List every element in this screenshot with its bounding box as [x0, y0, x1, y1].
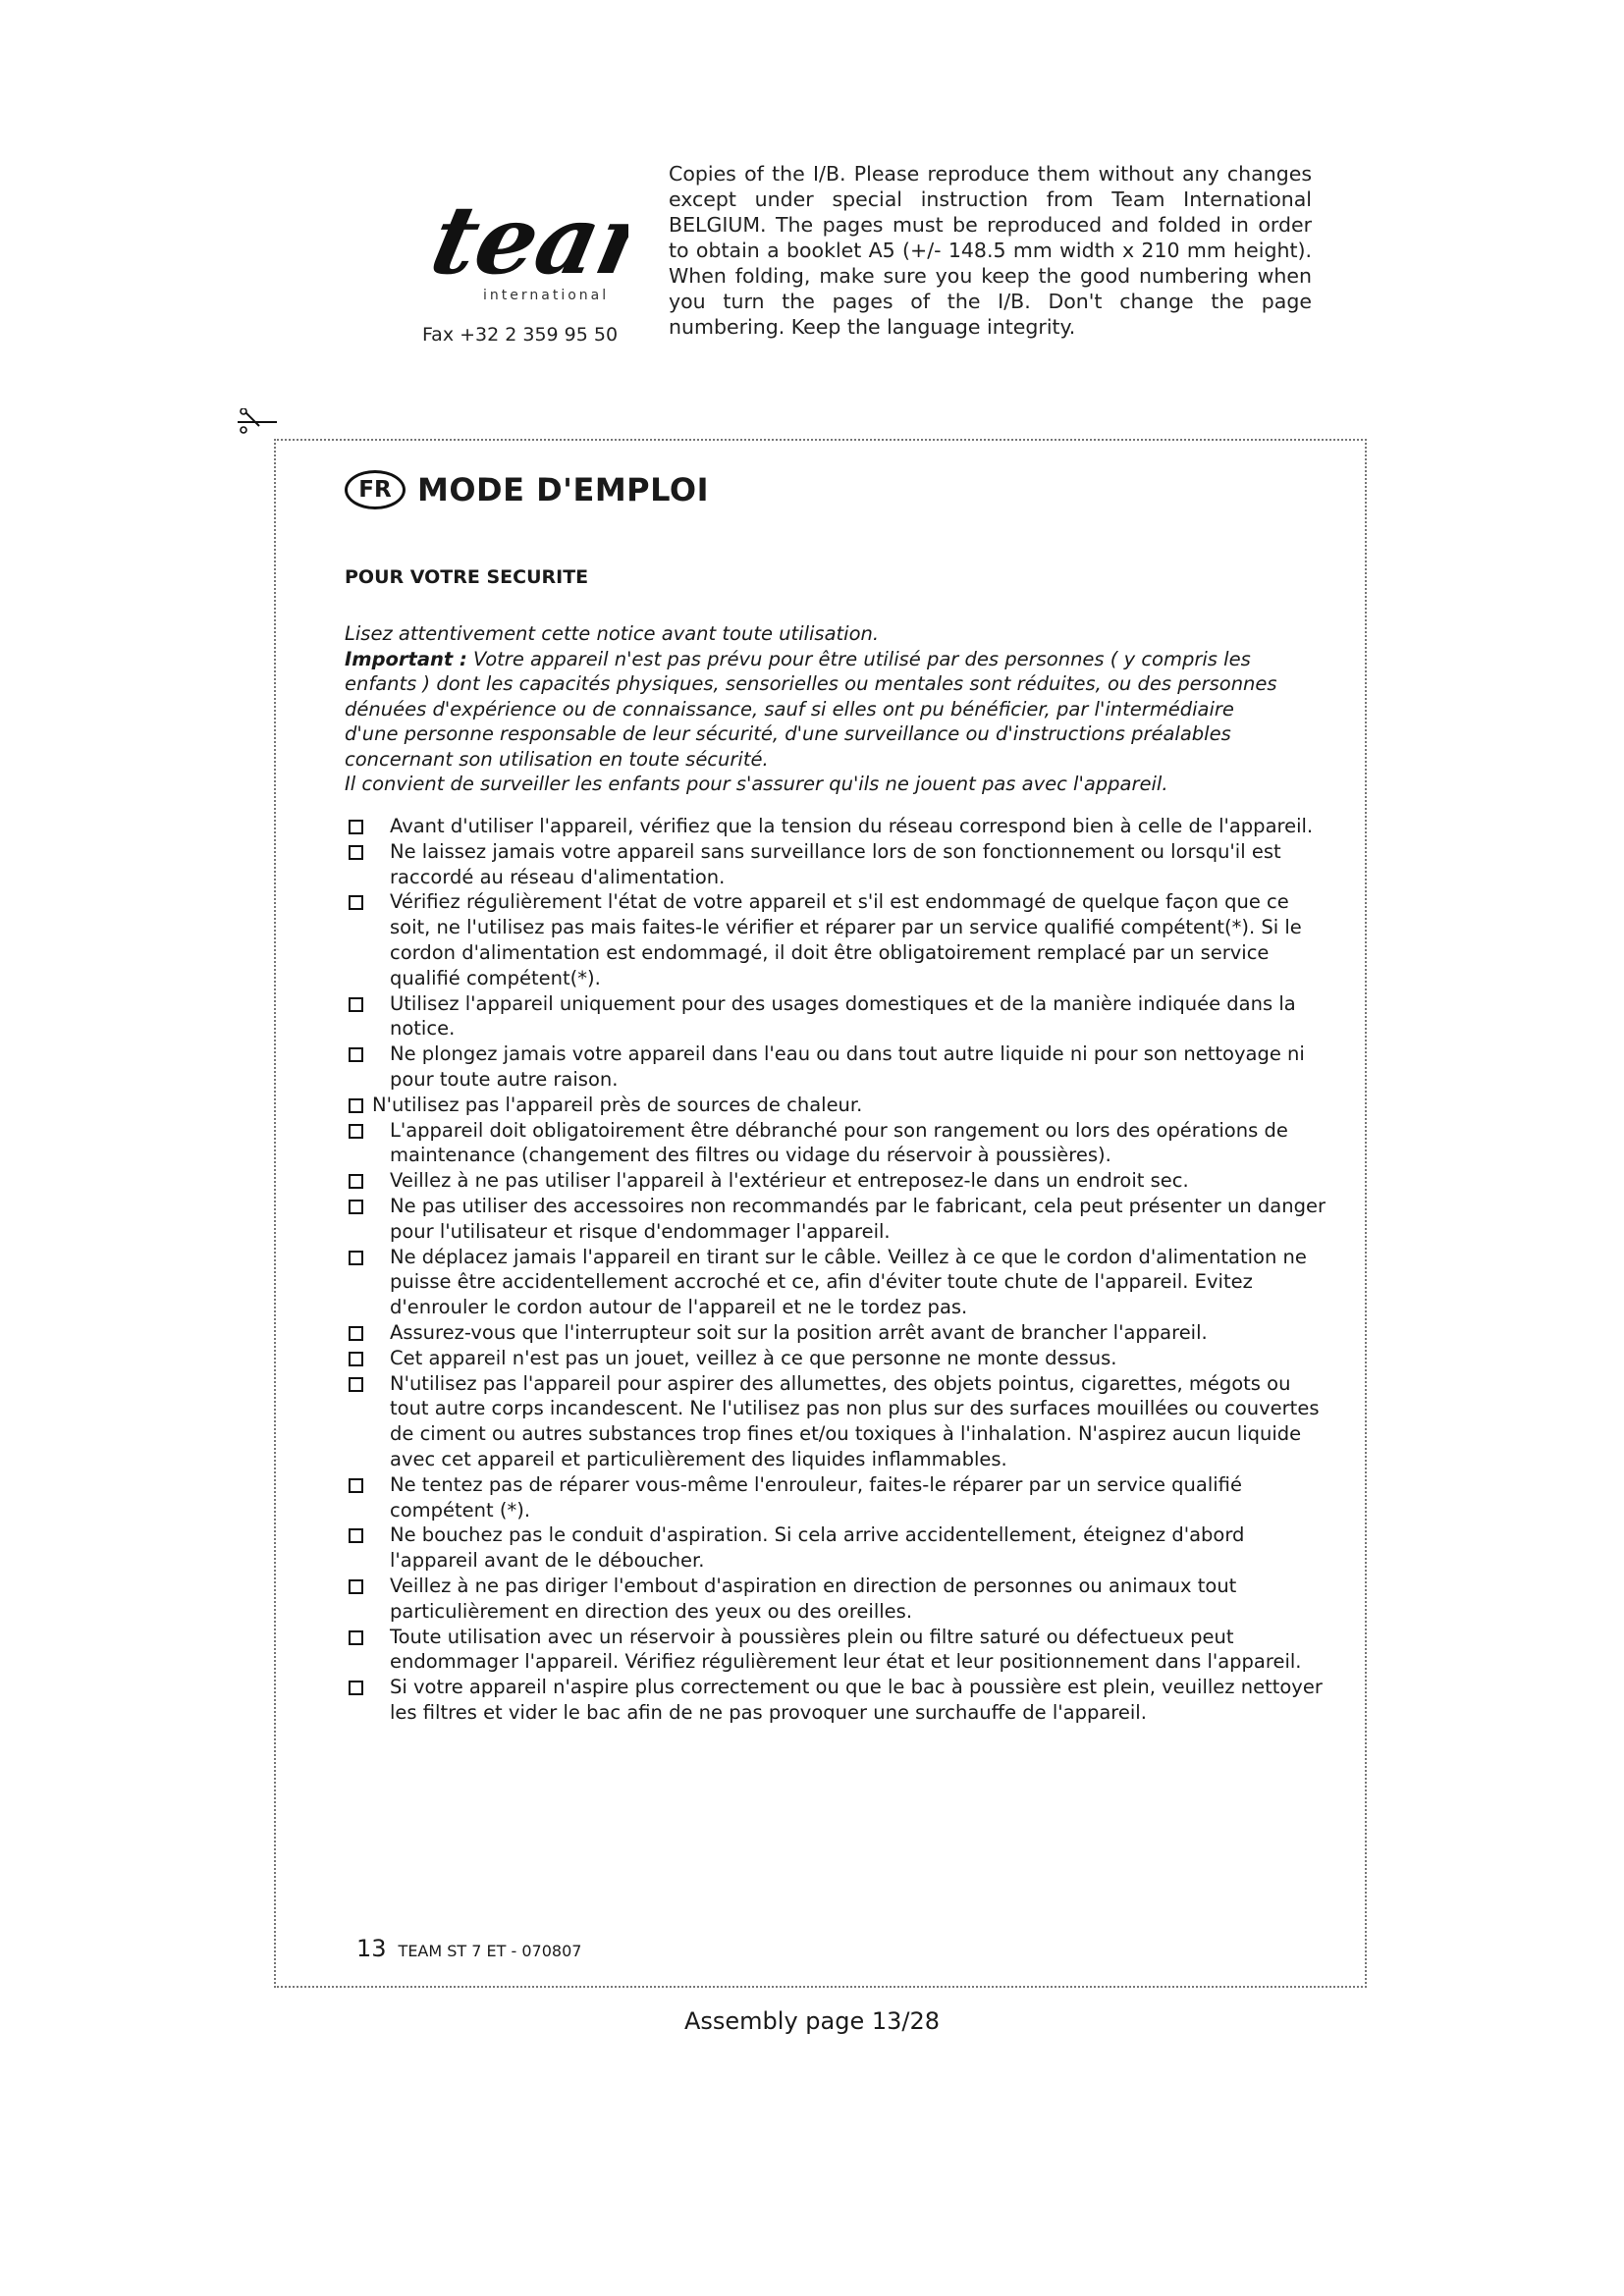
list-item	[345, 1371, 1326, 1472]
list-item	[345, 1194, 1326, 1245]
checkbox-icon	[349, 1681, 363, 1695]
list-item-text: Toute utilisation avec un réservoir à poussières plein ou filtre saturé ou défectueux peut endommager l'appareil. Vérifiez régulièrement leur état et leur positionnement dans l'appareil.	[390, 1625, 1302, 1674]
important-label: Important :	[345, 647, 467, 670]
checkbox-icon	[349, 1528, 363, 1543]
list-item	[345, 1522, 1326, 1574]
list-item	[345, 1118, 1326, 1169]
list-item-text: Veillez à ne pas utiliser l'appareil à l'extérieur et entreposez-le dans un endroit sec.	[390, 1169, 1189, 1193]
list-item	[345, 1041, 1326, 1093]
list-item	[345, 1675, 1326, 1726]
safety-list	[345, 814, 1326, 1726]
checkbox-icon	[349, 1326, 363, 1341]
checkbox-icon	[349, 845, 363, 860]
assembly-page-label: Assembly page 13/28	[683, 2007, 941, 2035]
manual-title: MODE D'EMPLOI	[417, 471, 709, 508]
list-item-text: Cet appareil n'est pas un jouet, veillez à ce que personne ne monte dessus.	[390, 1346, 1117, 1369]
checkbox-icon	[349, 1579, 363, 1594]
list-item-text: Ne laissez jamais votre appareil sans surveillance lors de son fonctionnement ou lorsqu'il est raccordé au réseau d'alimentation.	[390, 839, 1281, 888]
list-item-text: Ne déplacez jamais l'appareil en tirant sur le câble. Veillez à ce que le cordon d'alimentation ne puisse être accidentellement accroché et ce, afin d'éviter toute chute de l'appareil. Evitez d'enrouler le cordon autour de l'appareil et ne le tordez pas.	[390, 1245, 1307, 1319]
list-item	[345, 1574, 1326, 1625]
checkbox-icon	[349, 1251, 363, 1265]
checkbox-icon	[349, 1377, 363, 1392]
list-item-text: Avant d'utiliser l'appareil, vérifiez que la tension du réseau correspond bien à celle de l'appareil.	[390, 815, 1314, 837]
list-item-text: Ne bouchez pas le conduit d'aspiration. Si cela arrive accidentellement, éteignez d'abord l'appareil avant de le déboucher.	[390, 1523, 1245, 1573]
list-item-text: Ne pas utiliser des accessoires non recommandés par le fabricant, cela peut présenter un danger pour l'utilisateur et risque d'endommager l'appareil.	[390, 1194, 1326, 1243]
checkbox-icon	[349, 997, 363, 1012]
model-code: TEAM ST 7 ET - 070807	[398, 1942, 582, 1960]
checkbox-icon	[349, 1478, 363, 1493]
section-title: POUR VOTRE SECURITE	[345, 566, 589, 588]
booklet-footer	[356, 1935, 581, 1962]
list-item	[345, 1168, 1326, 1194]
list-item	[345, 1625, 1326, 1676]
list-item	[345, 814, 1326, 839]
reproduction-instructions: Copies of the I/B. Please reproduce them without any changes except under special instruction from Team International BELGIUM. The pages must be reproduced and folded in order to obtain a booklet A5 (+/- 148.5 mm width x 210 mm height). When folding, make sure you keep the good numbering when you turn the pages of the I/B. Don't change the page numbering. Keep the language integrity.	[669, 162, 1312, 339]
important-paragraph	[345, 647, 1277, 773]
page-number: 13	[356, 1935, 387, 1962]
list-item	[345, 991, 1326, 1042]
list-item	[345, 1245, 1326, 1320]
checkbox-icon	[349, 1174, 363, 1189]
list-item	[345, 1093, 1326, 1118]
list-item-text: L'appareil doit obligatoirement être débranché pour son rangement ou lors des opérations de maintenance (changement des filtres ou vidage du réservoir à poussières).	[390, 1118, 1288, 1167]
list-item	[345, 1472, 1326, 1523]
list-item-text: N'utilisez pas l'appareil près de sources de chaleur.	[372, 1093, 863, 1116]
intro-line: Lisez attentivement cette notice avant toute utilisation.	[345, 622, 880, 645]
checkbox-icon	[349, 1630, 363, 1645]
list-item	[345, 1346, 1326, 1371]
checkbox-icon	[349, 1352, 363, 1366]
svg-text:international: international	[483, 288, 610, 303]
intro-line: Il convient de surveiller les enfants pour s'assurer qu'ils ne jouent pas avec l'appareil.	[345, 773, 1168, 795]
list-item-text: Vérifiez régulièrement l'état de votre appareil et s'il est endommagé de quelque façon que ce soit, ne l'utilisez pas mais faites-le vérifier et réparer par un service qualifié compétent(*). Si le cordon d'alimentation est endommagé, il doit être obligatoirement remplacé par un service qualifié compétent(*).	[390, 890, 1302, 989]
list-item	[345, 889, 1326, 990]
team-logo	[432, 157, 628, 314]
safety-intro	[345, 621, 1277, 797]
checkbox-icon	[349, 820, 363, 834]
fax-number: Fax +32 2 359 95 50	[422, 324, 619, 346]
list-item	[345, 1320, 1326, 1346]
list-item-text: Veillez à ne pas diriger l'embout d'aspiration en direction de personnes ou animaux tout particulièrement en direction des yeux ou des oreilles.	[390, 1574, 1237, 1623]
manual-heading	[345, 470, 709, 509]
checkbox-icon	[349, 895, 363, 910]
list-item-text: Utilisez l'appareil uniquement pour des usages domestiques et de la manière indiquée dans la notice.	[390, 991, 1296, 1041]
list-item-text: Ne tentez pas de réparer vous-même l'enrouleur, faites-le réparer par un service qualifié compétent (*).	[390, 1472, 1242, 1522]
checkbox-icon	[349, 1047, 363, 1062]
scissors-icon	[236, 408, 279, 434]
checkbox-icon	[349, 1124, 363, 1139]
svg-text:team: team	[432, 185, 628, 295]
important-text: Votre appareil n'est pas prévu pour être utilisé par des personnes ( y compris les enfants ) dont les capacités physiques, sensorielles ou mentales sont réduites, ou des personnes dénuées d'expérience ou de connaissance, sauf si elles ont pu bénéficier, par l'intermédiaire d'une personne responsable de leur sécurité, d'une surveillance ou d'instructions préalables concernant son utilisation en toute sécurité.	[345, 647, 1277, 771]
checkbox-icon	[349, 1200, 363, 1214]
list-item-text: Assurez-vous que l'interrupteur soit sur la position arrêt avant de brancher l'appareil.	[390, 1320, 1208, 1344]
list-item-text: Ne plongez jamais votre appareil dans l'eau ou dans tout autre liquide ni pour son nettoyage ni pour toute autre raison.	[390, 1042, 1305, 1091]
checkbox-icon	[349, 1098, 363, 1113]
language-badge: FR	[345, 470, 406, 509]
booklet-page	[274, 439, 1367, 1988]
list-item-text: N'utilisez pas l'appareil pour aspirer des allumettes, des objets pointus, cigarettes, mégots ou tout autre corps incandescent. Ne l'utilisez pas non plus sur des surfaces mouillées ou couvertes de ciment ou autres substances trop fines et/ou toxiques à l'inhalation. N'aspirez aucun liquide avec cet appareil et particulièrement des liquides inflammables.	[390, 1371, 1320, 1470]
list-item	[345, 839, 1326, 890]
list-item-text: Si votre appareil n'aspire plus correctement ou que le bac à poussière est plein, veuillez nettoyer les filtres et vider le bac afin de ne pas provoquer une surchauffe de l'appareil.	[390, 1676, 1323, 1724]
